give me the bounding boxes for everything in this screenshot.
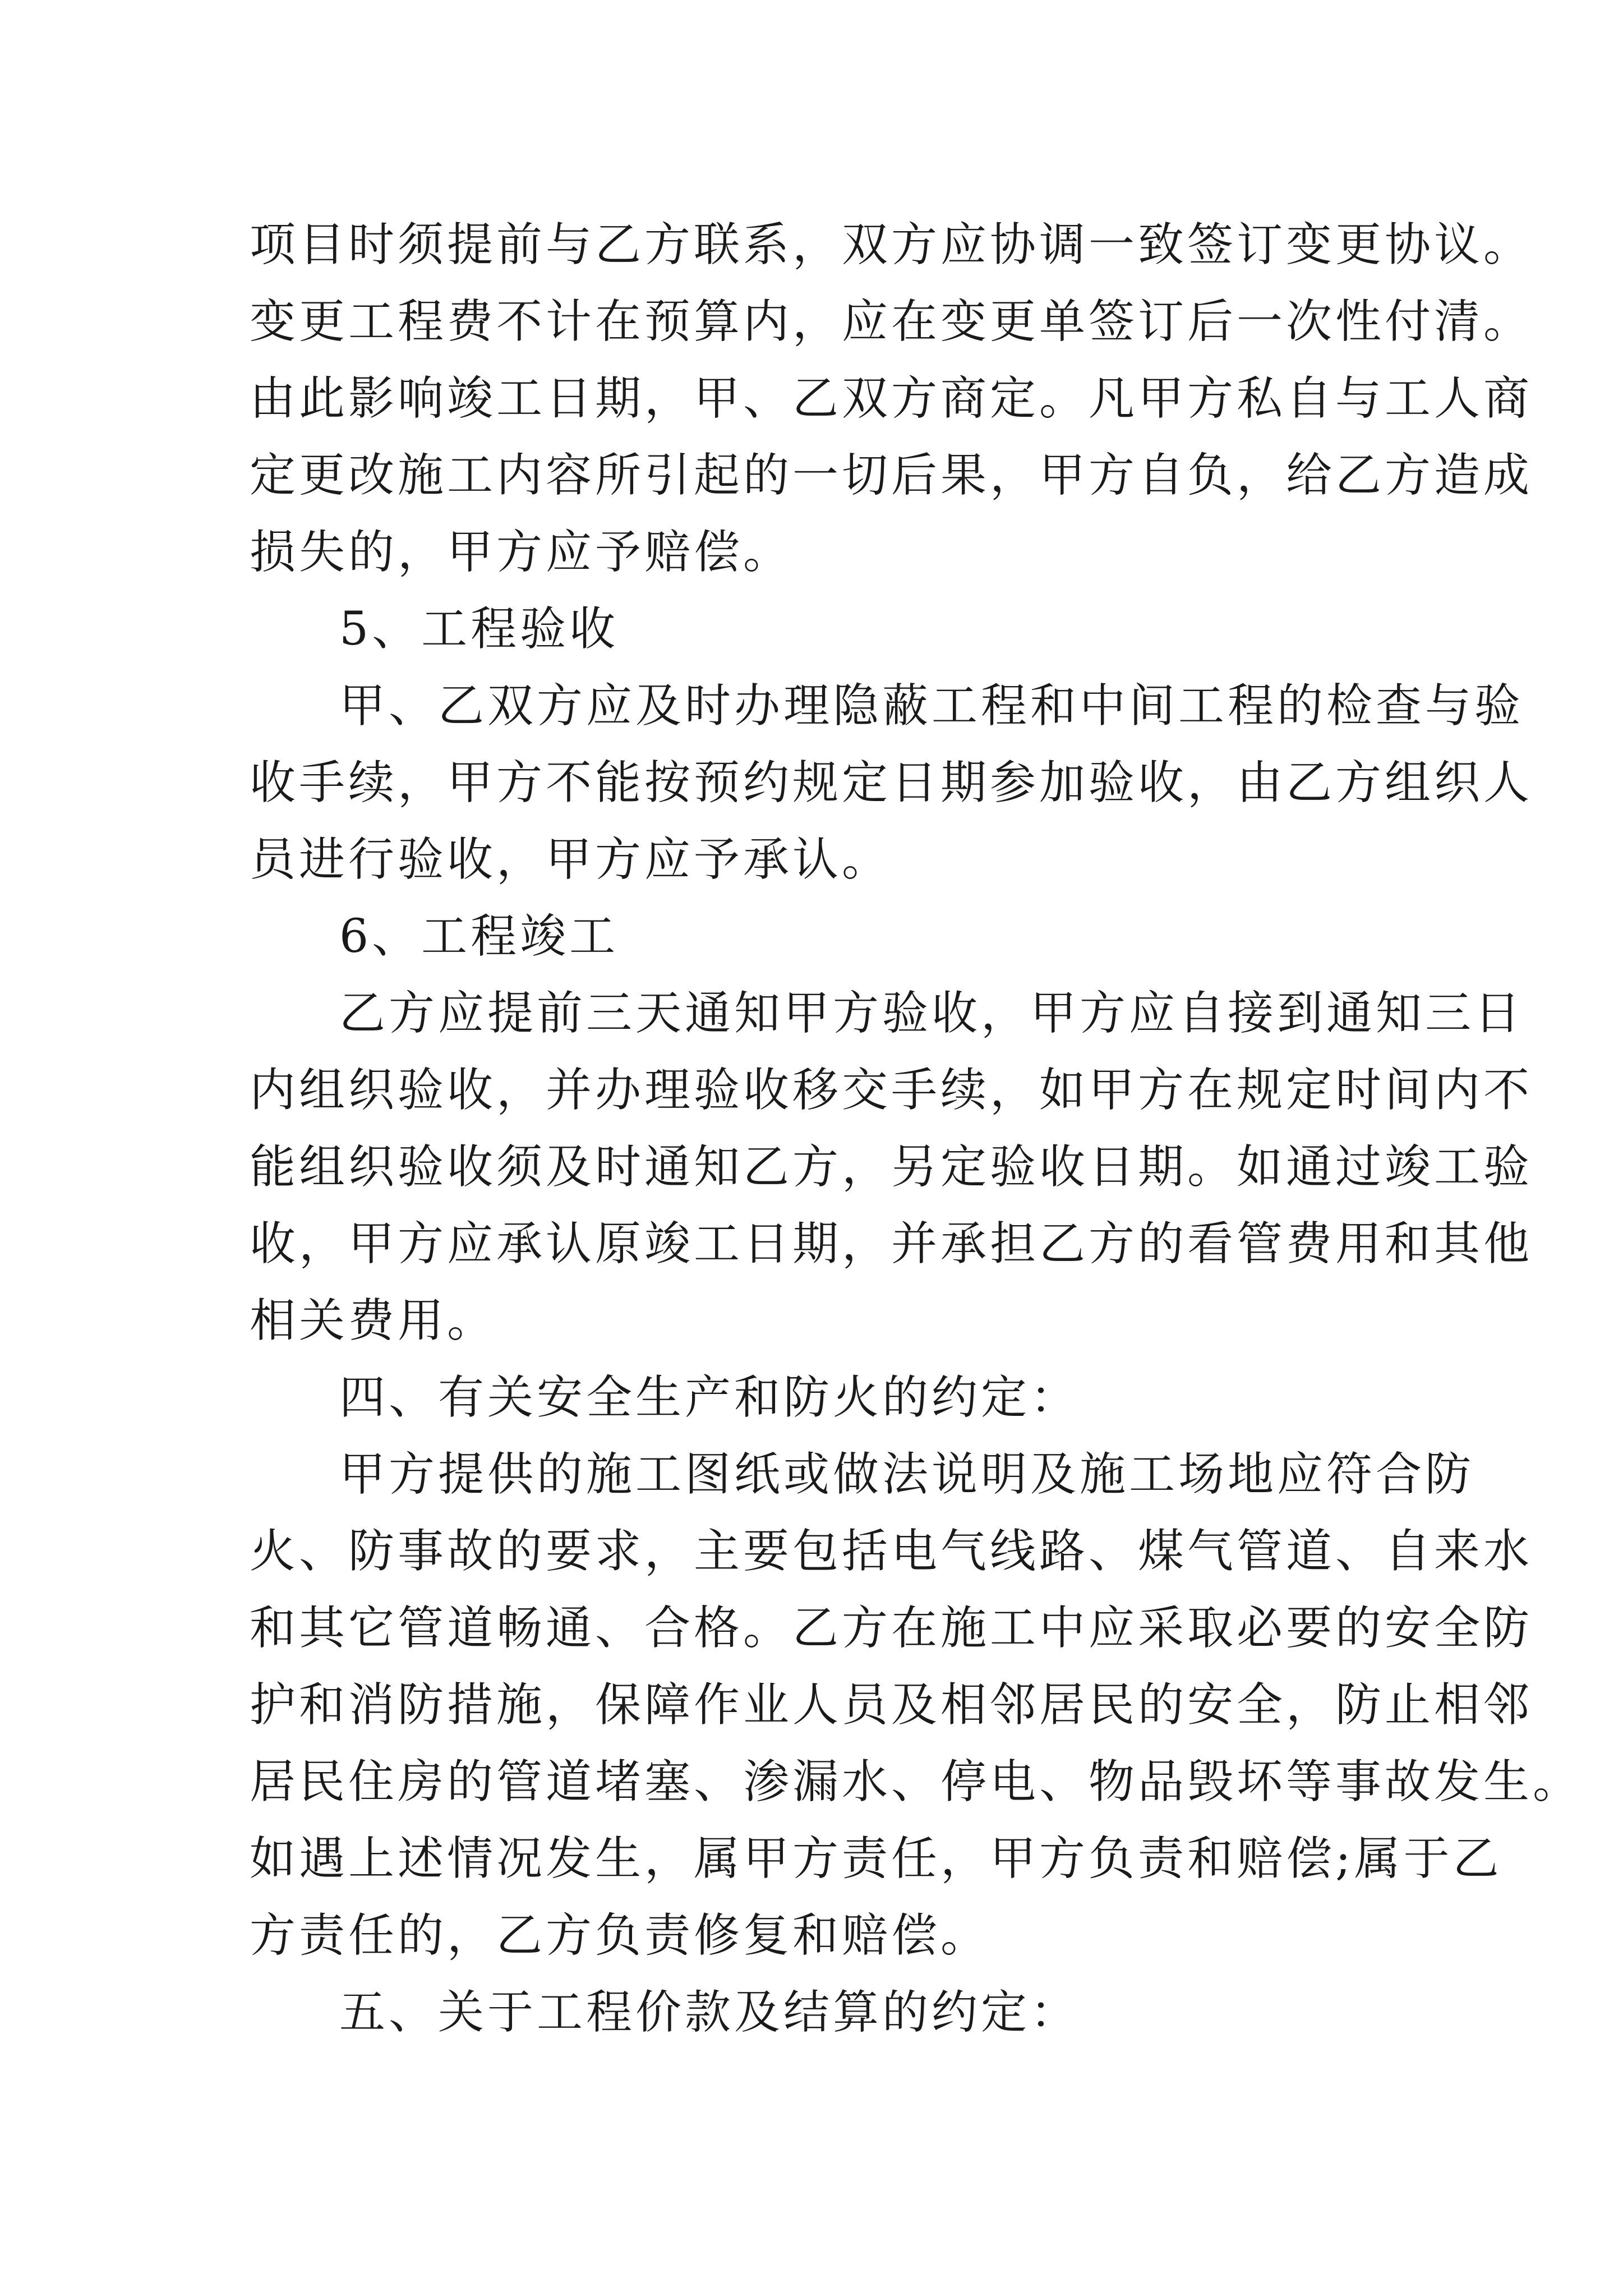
section-heading-acceptance: 5、工程验收 <box>339 602 619 656</box>
text-line: 甲方提供的施工图纸或做法说明及施工场地应符合防 <box>339 1448 1475 1501</box>
text-line: 居民住房的管道堵塞、渗漏水、停电、物品毁坏等事故发生。 <box>250 1755 1583 1809</box>
section-heading-payment: 五、关于工程价款及结算的约定： <box>339 1986 1080 2039</box>
text-line: 收，甲方应承认原竣工日期，并承担乙方的看管费用和其他 <box>250 1217 1533 1271</box>
section-heading-safety: 四、有关安全生产和防火的约定： <box>339 1371 1080 1424</box>
text-line: 项目时须提前与乙方联系，双方应协调一致签订变更协议。 <box>250 218 1533 272</box>
text-line: 定更改施工内容所引起的一切后果，甲方自负，给乙方造成 <box>250 449 1533 502</box>
text-line: 内组织验收，并办理验收移交手续，如甲方在规定时间内不 <box>250 1064 1533 1117</box>
text-line: 员进行验收，甲方应予承认。 <box>250 833 892 886</box>
section-heading-completion: 6、工程竣工 <box>339 910 619 963</box>
document-body <box>250 206 1583 2051</box>
text-line: 火、防事故的要求，主要包括电气线路、煤气管道、自来水 <box>250 1525 1533 1578</box>
text-line: 如遇上述情况发生，属甲方责任，甲方负责和赔偿;属于乙 <box>250 1832 1502 1885</box>
text-line: 由此影响竣工日期，甲、乙双方商定。凡甲方私自与工人商 <box>250 372 1533 425</box>
text-line: 和其它管道畅通、合格。乙方在施工中应采取必要的安全防 <box>250 1602 1533 1655</box>
text-line: 乙方应提前三天通知甲方验收，甲方应自接到通知三日 <box>339 987 1524 1040</box>
text-line: 相关费用。 <box>250 1294 497 1347</box>
text-line: 甲、乙双方应及时办理隐蔽工程和中间工程的检查与验 <box>339 679 1524 733</box>
text-line: 护和消防措施，保障作业人员及相邻居民的安全，防止相邻 <box>250 1678 1533 1732</box>
text-line: 能组织验收须及时通知乙方，另定验收日期。如通过竣工验 <box>250 1140 1533 1194</box>
text-line: 收手续，甲方不能按预约规定日期参加验收，由乙方组织人 <box>250 756 1533 809</box>
text-line: 损失的，甲方应予赔偿。 <box>250 526 793 579</box>
text-line: 变更工程费不计在预算内，应在变更单签订后一次性付清。 <box>250 295 1533 348</box>
text-line: 方责任的，乙方负责修复和赔偿。 <box>250 1909 990 1962</box>
